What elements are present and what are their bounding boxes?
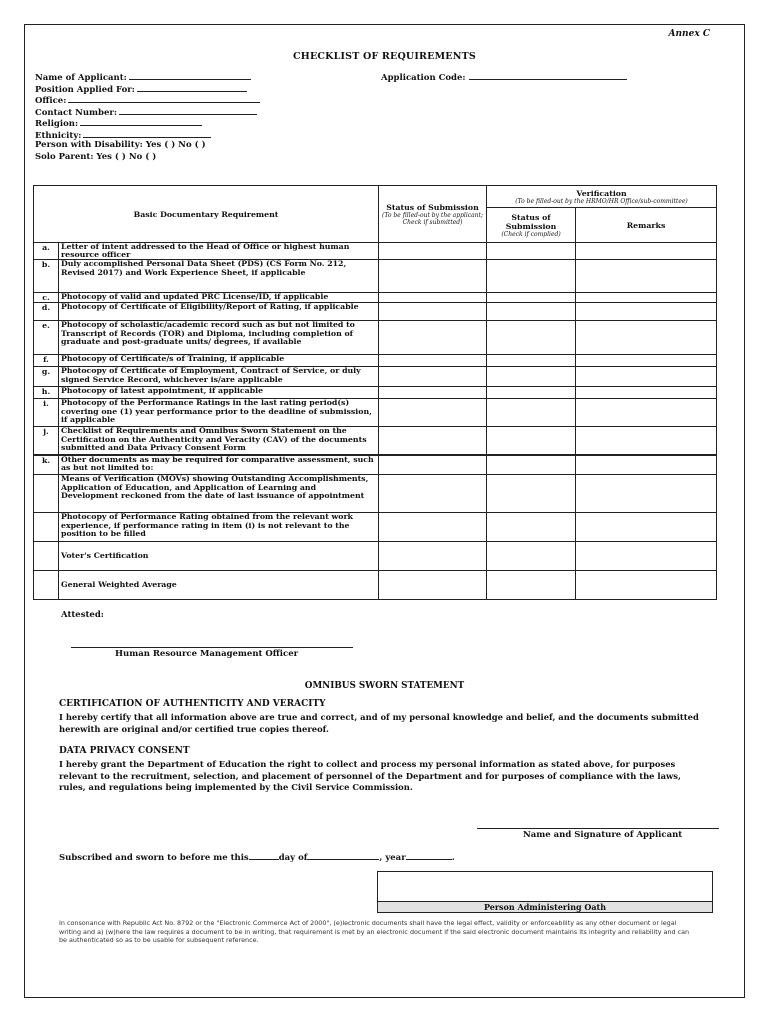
row-text: Photocopy of scholastic/academic record such as but not limited to Transcript of Records (TOR) and Diploma, including completion of graduate and post-graduate units/ degrees, if available <box>59 321 379 355</box>
header-ver-status <box>487 208 576 243</box>
ver-status-cell[interactable] <box>487 260 576 293</box>
table-row <box>34 260 717 293</box>
religion-label: Religion: <box>35 119 79 129</box>
remarks-cell[interactable] <box>576 542 717 571</box>
row-text: Photocopy of the Performance Ratings in the last rating period(s) covering one (1) year performance prior to the deadline of submission, if applicable <box>59 399 379 427</box>
row-letter: e. <box>34 321 59 355</box>
ver-status-cell[interactable] <box>487 542 576 571</box>
header-remarks: Remarks <box>576 208 717 243</box>
row-letter: i. <box>34 399 59 427</box>
header-status-note: (To be filled-out by the applicant; Check if submitted) <box>382 211 483 226</box>
remarks-cell[interactable] <box>576 571 717 600</box>
header-status-label: Status of Submission <box>386 202 479 212</box>
ethnicity-label: Ethnicity: <box>35 130 82 141</box>
table-row <box>34 355 717 367</box>
remarks-cell[interactable] <box>576 399 717 427</box>
hrmo-signature-line[interactable] <box>71 647 353 648</box>
footnote: In consonance with Republic Act No. 8792 or the "Electronic Commerce Act of 2000", (e)lectronic documents shall have the legal effect, validity or enforceability as any other document or legal writing and a) (w)here the law requires a document to be in writing, that requirement is met by an electronic document if the said electronic document maintains its integrity and reliability and can be authenticated so as to be usable for subsequent reference. <box>59 919 690 944</box>
header-requirement: Basic Documentary Requirement <box>34 186 379 243</box>
status-cell[interactable] <box>379 260 487 293</box>
sworn-year-field[interactable] <box>406 851 452 860</box>
row-text: Letter of intent addressed to the Head of Office or highest human resource officer <box>59 243 379 260</box>
status-cell[interactable] <box>379 355 487 367</box>
sworn-text-4: . <box>451 853 455 863</box>
status-cell[interactable] <box>379 571 487 600</box>
form-page <box>24 24 745 998</box>
hrmo-label: Human Resource Management Officer <box>115 649 299 659</box>
ver-status-cell[interactable] <box>487 387 576 399</box>
position-label: Position Applied For: <box>35 84 135 95</box>
row-text: Other documents as may be required for comparative assessment, such as but not limited to: <box>59 455 379 475</box>
table-row <box>34 399 717 427</box>
status-cell[interactable] <box>379 293 487 303</box>
ver-status-cell[interactable] <box>487 571 576 600</box>
table-row <box>34 475 717 513</box>
row-text: Voter's Certification <box>59 542 379 571</box>
status-cell[interactable] <box>379 455 487 475</box>
remarks-cell[interactable] <box>576 243 717 260</box>
table-row <box>34 455 717 475</box>
table-row <box>34 387 717 399</box>
remarks-cell[interactable] <box>576 367 717 387</box>
ethnicity-field[interactable] <box>83 129 211 138</box>
religion-field[interactable] <box>80 117 202 126</box>
header-ver-status-label: Status of Submission <box>505 212 557 231</box>
remarks-cell[interactable] <box>576 455 717 475</box>
row-letter: a. <box>34 243 59 260</box>
applicant-signature-line[interactable] <box>477 828 719 829</box>
row-text: Photocopy of valid and updated PRC License/ID, if applicable <box>59 293 379 303</box>
ver-status-cell[interactable] <box>487 513 576 542</box>
oath-box[interactable] <box>377 871 713 913</box>
header-verification-note: (To be filled-out by the HRMO/HR Office/sub-committee) <box>515 197 688 205</box>
attested-label: Attested: <box>61 610 104 620</box>
table-row <box>34 367 717 387</box>
annex-label: Annex C <box>668 29 710 39</box>
remarks-cell[interactable] <box>576 427 717 455</box>
row-letter <box>34 513 59 542</box>
header-ver-status-note: (Check if complied) <box>501 230 561 238</box>
header-verification <box>487 186 717 208</box>
table-row <box>34 321 717 355</box>
status-cell[interactable] <box>379 475 487 513</box>
row-text: Photocopy of latest appointment, if applicable <box>59 387 379 399</box>
header-status <box>379 186 487 243</box>
status-cell[interactable] <box>379 367 487 387</box>
privacy-title: DATA PRIVACY CONSENT <box>59 746 190 756</box>
row-text: Photocopy of Certificate of Eligibility/Report of Rating, if applicable <box>59 303 379 321</box>
row-letter: j. <box>34 427 59 455</box>
privacy-text: I hereby grant the Department of Education the right to collect and process my personal information as stated above, for purposes relevant to the recruitment, selection, and placement of personnel of the Department and for purposes of compliance with the laws, rules, and regulations being implemented by the Civil Service Commission. <box>59 759 681 792</box>
ver-status-cell[interactable] <box>487 399 576 427</box>
status-cell[interactable] <box>379 303 487 321</box>
ver-status-cell[interactable] <box>487 293 576 303</box>
sworn-text-3: , year <box>379 853 406 863</box>
oath-label: Person Administering Oath <box>378 901 712 912</box>
row-letter <box>34 475 59 513</box>
ver-status-cell[interactable] <box>487 427 576 455</box>
row-text: Photocopy of Certificate of Employment, Contract of Service, or duly signed Service Record, whichever is/are applicable <box>59 367 379 387</box>
name-label: Name of Applicant: <box>35 73 127 83</box>
remarks-cell[interactable] <box>576 260 717 293</box>
sworn-month-field[interactable] <box>307 851 379 860</box>
table-row <box>34 293 717 303</box>
contact-label: Contact Number: <box>35 107 118 118</box>
status-cell[interactable] <box>379 427 487 455</box>
cav-text: I hereby certify that all information above are true and correct, and of my personal knowledge and belief, and the documents submitted herewith are original and/or certified true copies thereof. <box>59 712 699 734</box>
sworn-text-2: day of <box>278 853 308 863</box>
row-letter: k. <box>34 455 59 475</box>
remarks-cell[interactable] <box>576 355 717 367</box>
table-row <box>34 513 717 542</box>
ver-status-cell[interactable] <box>487 355 576 367</box>
remarks-cell[interactable] <box>576 303 717 321</box>
requirements-table <box>33 185 717 600</box>
table-row <box>34 542 717 571</box>
row-letter: b. <box>34 260 59 293</box>
contact-field[interactable] <box>119 106 257 115</box>
remarks-cell[interactable] <box>576 475 717 513</box>
remarks-cell[interactable] <box>576 387 717 399</box>
row-letter: g. <box>34 367 59 387</box>
row-text: Duly accomplished Personal Data Sheet (PDS) (CS Form No. 212, Revised 2017) and Work Experience Sheet, if applicable <box>59 260 379 293</box>
table-row <box>34 303 717 321</box>
pwd-choice[interactable]: Person with Disability: Yes ( ) No ( ) <box>35 140 206 150</box>
status-cell[interactable] <box>379 542 487 571</box>
ver-status-cell[interactable] <box>487 475 576 513</box>
row-letter: f. <box>34 355 59 367</box>
status-cell[interactable] <box>379 513 487 542</box>
header-verification-label: Verification <box>576 188 627 198</box>
office-field[interactable] <box>68 94 260 103</box>
row-text: Photocopy of Certificate/s of Training, if applicable <box>59 355 379 367</box>
status-cell[interactable] <box>379 399 487 427</box>
ver-status-cell[interactable] <box>487 243 576 260</box>
status-cell[interactable] <box>379 321 487 355</box>
applicant-fields <box>35 71 260 163</box>
ver-status-cell[interactable] <box>487 303 576 321</box>
application-code-label: Application Code: <box>381 73 466 83</box>
remarks-cell[interactable] <box>576 321 717 355</box>
application-code <box>381 71 627 83</box>
cav-title: CERTIFICATION OF AUTHENTICITY AND VERACITY <box>59 699 326 709</box>
row-text: General Weighted Average <box>59 571 379 600</box>
solo-parent-choice[interactable]: Solo Parent: Yes ( ) No ( ) <box>35 151 157 162</box>
sworn-statement <box>59 851 455 863</box>
applicant-signature-label: Name and Signature of Applicant <box>523 830 683 840</box>
form-title: CHECKLIST OF REQUIREMENTS <box>293 51 476 62</box>
ver-status-cell[interactable] <box>487 367 576 387</box>
ver-status-cell[interactable] <box>487 321 576 355</box>
application-code-field[interactable] <box>469 71 627 80</box>
status-cell[interactable] <box>379 387 487 399</box>
row-letter: h. <box>34 387 59 399</box>
omnibus-title: OMNIBUS SWORN STATEMENT <box>304 681 465 691</box>
row-text: Means of Verification (MOVs) showing Outstanding Accomplishments, Application of Education, and Application of Learning and Development reckoned from the date of last issuance of appointment <box>59 475 379 513</box>
table-row <box>34 427 717 455</box>
sworn-day-field[interactable] <box>249 851 279 860</box>
row-letter <box>34 571 59 600</box>
office-label: Office: <box>35 96 67 106</box>
table-row <box>34 243 717 260</box>
remarks-cell[interactable] <box>576 293 717 303</box>
remarks-cell[interactable] <box>576 513 717 542</box>
row-letter <box>34 542 59 571</box>
status-cell[interactable] <box>379 243 487 260</box>
row-letter: c. <box>34 293 59 303</box>
name-field[interactable] <box>129 71 251 80</box>
row-text: Photocopy of Performance Rating obtained from the relevant work experience, if performance rating in item (i) is not relevant to the position to be filled <box>59 513 379 542</box>
row-letter: d. <box>34 303 59 321</box>
ver-status-cell[interactable] <box>487 455 576 475</box>
sworn-text-1: Subscribed and sworn to before me this <box>59 853 249 863</box>
row-text: Checklist of Requirements and Omnibus Sworn Statement on the Certification on the Authenticity and Veracity (CAV) of the documents submitted and Data Privacy Consent Form <box>59 427 379 455</box>
table-row <box>34 571 717 600</box>
position-field[interactable] <box>137 83 247 92</box>
